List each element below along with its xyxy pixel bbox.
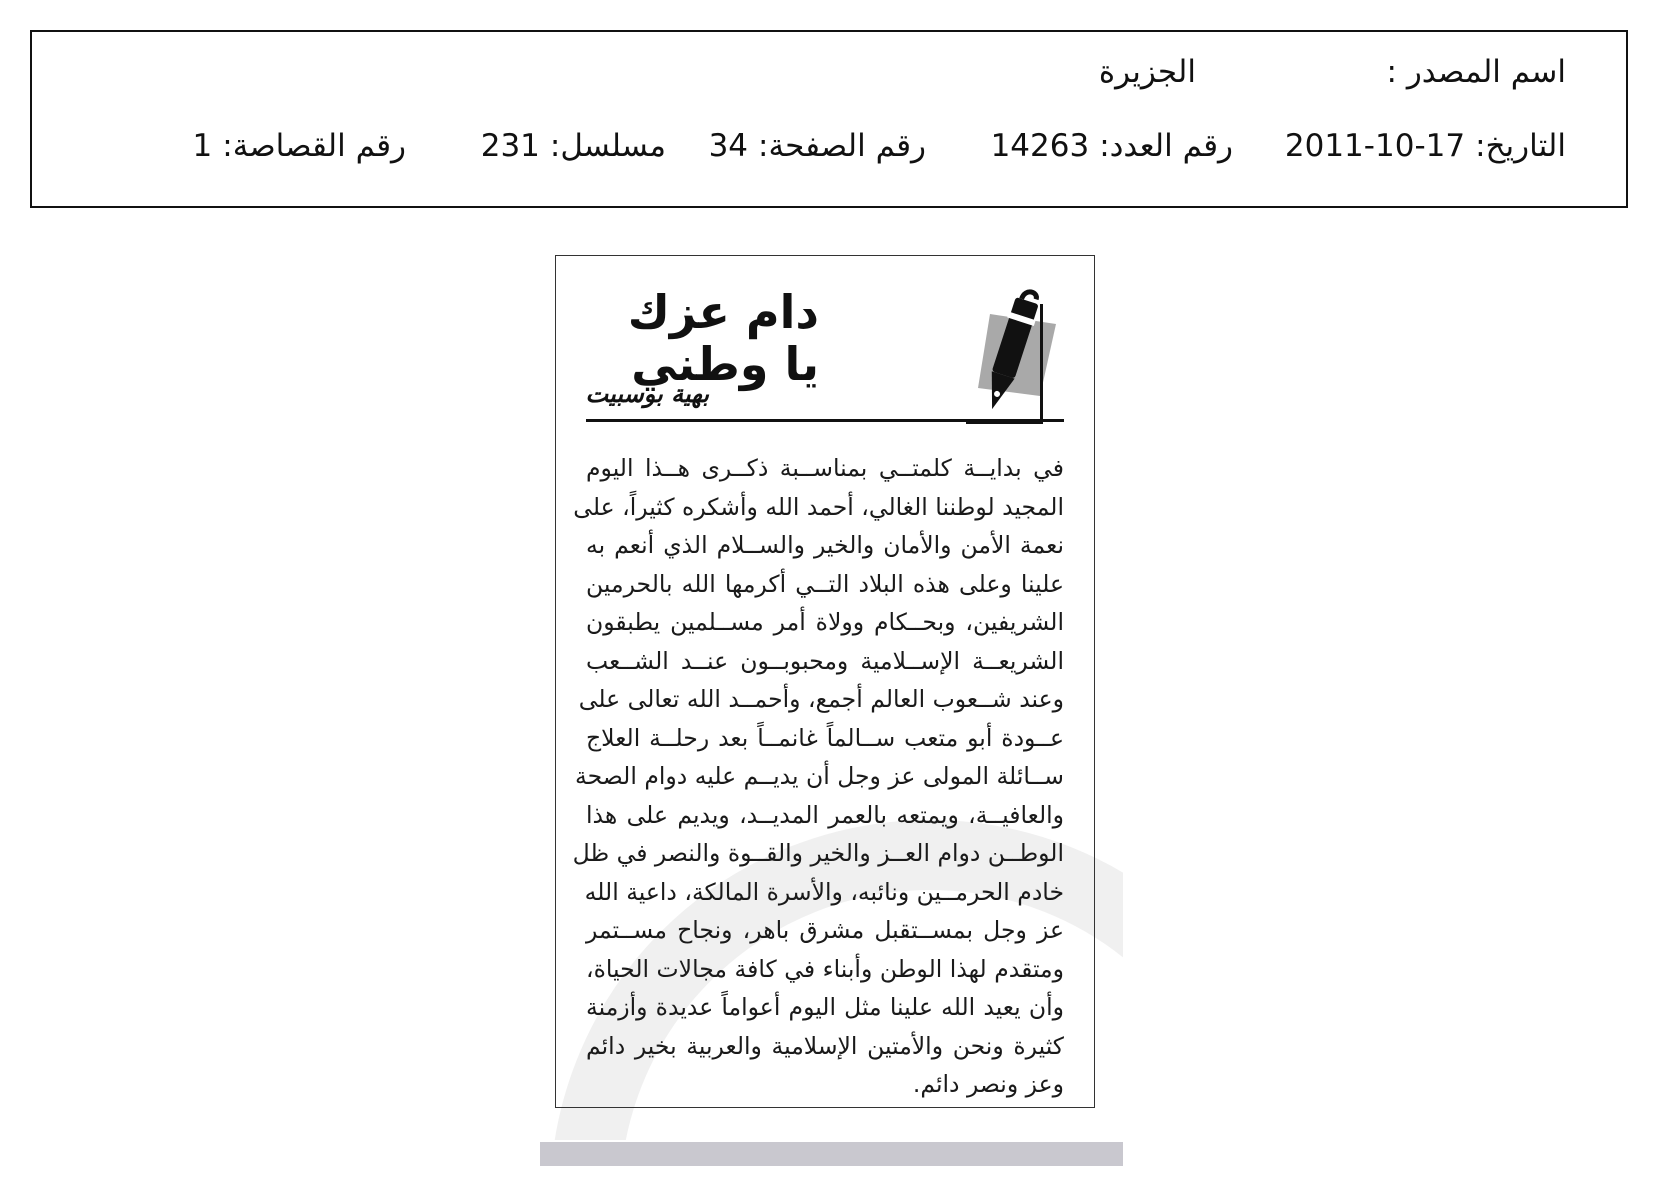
serial-label: مسلسل: xyxy=(549,128,666,164)
body-line: الشريعــة الإســلامية ومحبوبــون عنــد الشــعب xyxy=(586,646,1064,675)
article-author: بهية بوسبيت xyxy=(585,380,709,408)
body-line: ســائلة المولى عز وجل أن يديــم عليه دوام الصحة xyxy=(575,762,1064,790)
date-value: 17-10-2011 xyxy=(1284,128,1466,164)
page-label: رقم الصفحة: xyxy=(758,128,926,164)
page-field xyxy=(709,126,926,166)
source-name-field xyxy=(1387,52,1566,92)
scan-shadow xyxy=(540,1142,1123,1166)
body-line: عــودة أبو متعب ســالماً غانمــاً بعد رحلــة العلاج xyxy=(586,723,1064,752)
issue-value: 14263 xyxy=(990,128,1090,164)
clip-field xyxy=(193,126,406,166)
source-label: اسم المصدر : xyxy=(1386,54,1566,90)
article-title: دام عزك يا وطني xyxy=(627,285,819,391)
issue-field xyxy=(991,126,1233,166)
body-line: ومتقدم لهذا الوطن وأبناء في كافة مجالات الحياة، xyxy=(586,954,1064,983)
body-line: المجيد لوطننا الغالي، أحمد الله وأشكره كثيراً، على xyxy=(573,492,1064,521)
serial-value: 231 xyxy=(480,128,540,164)
body-line: الوطــن دوام العــز والخير والقــوة والنصر في ظل xyxy=(572,839,1064,867)
body-line: وعند شــعوب العالم أجمع، وأحمــد الله تعالى على xyxy=(578,685,1064,713)
source-info-box xyxy=(30,30,1628,208)
date-label: التاريخ: xyxy=(1475,128,1566,164)
body-line: الشريفين، وبحــكام وولاة أمر مســلمين يطبقون xyxy=(586,608,1064,636)
body-line: في بدايــة كلمتــي بمناســبة ذكــرى هــذا اليوم xyxy=(586,454,1064,482)
body-line: والعافيــة، ويمتعه بالعمر المديــد، ويديم على هذا xyxy=(586,800,1064,829)
body-line: عز وجل بمســتقبل مشرق باهر، ونجاح مســتمر xyxy=(586,916,1064,944)
clip-value: 1 xyxy=(192,128,213,164)
date-field xyxy=(1285,126,1566,166)
body-line: كثيرة ونحن والأمتين الإسلامية والعربية بخير دائم xyxy=(586,1031,1064,1060)
body-line: نعمة الأمن والأمان والخير والســلام الذي أنعم به xyxy=(586,531,1064,559)
fountain-pen-icon xyxy=(960,284,1056,424)
body-line: وأن يعيد الله علينا مثل اليوم أعواماً عديدة وأزمنة xyxy=(586,993,1064,1021)
issue-label: رقم العدد: xyxy=(1099,128,1233,164)
article-clipping xyxy=(555,255,1095,1108)
source-name: الجزيرة xyxy=(1098,54,1196,90)
body-line: خادم الحرمــين ونائبه، والأسرة المالكة، داعية الله xyxy=(584,877,1064,906)
serial-field xyxy=(481,126,666,166)
article-body xyxy=(572,449,1064,1104)
body-line: علينا وعلى هذه البلاد التــي أكرمها الله بالحرمين xyxy=(586,569,1064,598)
page-value: 34 xyxy=(708,128,749,164)
title-divider xyxy=(586,419,1064,422)
clip-label: رقم القصاصة: xyxy=(222,128,406,164)
body-line: وعز ونصر دائم. xyxy=(912,1070,1064,1098)
